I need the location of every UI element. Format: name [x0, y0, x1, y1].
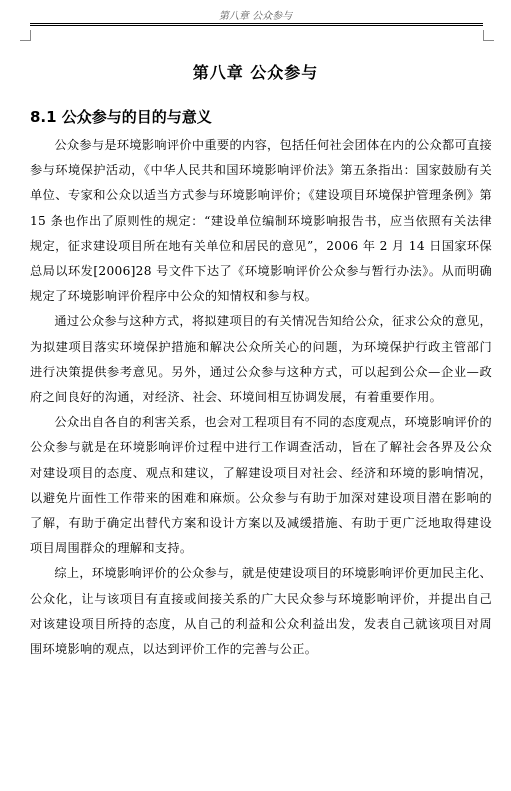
running-header: 第八章 公众参与: [218, 11, 293, 22]
paragraph-1: 公众参与是环境影响评价中重要的内容，包括任何社会团体在内的公众都可直接参与环境保护活动，《中华人民共和国环境影响评价法》第五条指出：国家鼓励有关单位、专家和公众以适当方式参与环境影响评价；《建设项目环境保护管理条例》第 15 条也作出了原则性的规定：“建设单位编制环境影响报告书，应当依照有关法律规定，征求建设项目所在地有关单位和居民的意见”，2006 年 2 月 14 日国家环保总局以环发[2006]28 号文件下达了《环境影响评价公众参与暂行办法》。从而明确规定了环境影响评价程序中公众的知情权和参与权。: [30, 138, 492, 304]
chapter-title: 第八章 公众参与: [192, 63, 319, 82]
paragraph-4: 综上，环境影响评价的公众参与，就是使建设项目的环境影响评价更加民主化、公众化，让与该项目有直接或间接关系的广大民众参与环境影响评价，并提出自己对该建设项目所持的态度，从自己的利益和公众利益出发，发表自己就该项目对周围环境影响的观点，以达到评价工作的完善与公正。: [30, 566, 492, 657]
header-rule-secondary: [30, 25, 483, 26]
paragraph-3: 公众出自各自的利害关系，也会对工程项目有不同的态度观点，环境影响评价的公众参与就是在环境影响评价过程中进行工作调查活动，旨在了解社会各界及公众对建设项目的态度、观点和建议，了解建设项目对社会、经济和环境的影响情况，以避免片面性工作带来的困难和麻烦。公众参与有助于加深对建设项目潜在影响的了解，有助于确定出替代方案和设计方案以及减缓措施、有助于更广泛地取得建设项目周围群众的理解和支持。: [30, 415, 492, 556]
header-rule: [30, 23, 483, 24]
crop-mark-right: [483, 30, 494, 41]
paragraph-2: 通过公众参与这种方式，将拟建项目的有关情况告知给公众，征求公众的意见，为拟建项目落实环境保护措施和解决公众所关心的问题，为环境保护行政主管部门进行决策提供参考意见。另外，通过公众参与这种方式，可以起到公众—企业—政府之间良好的沟通，对经济、社会、环境间相互协调发展，有着重要作用。: [30, 314, 492, 405]
crop-mark-left: [20, 30, 31, 41]
section-heading: 8.1 公众参与的目的与意义: [30, 108, 212, 126]
body-text: [30, 133, 492, 662]
